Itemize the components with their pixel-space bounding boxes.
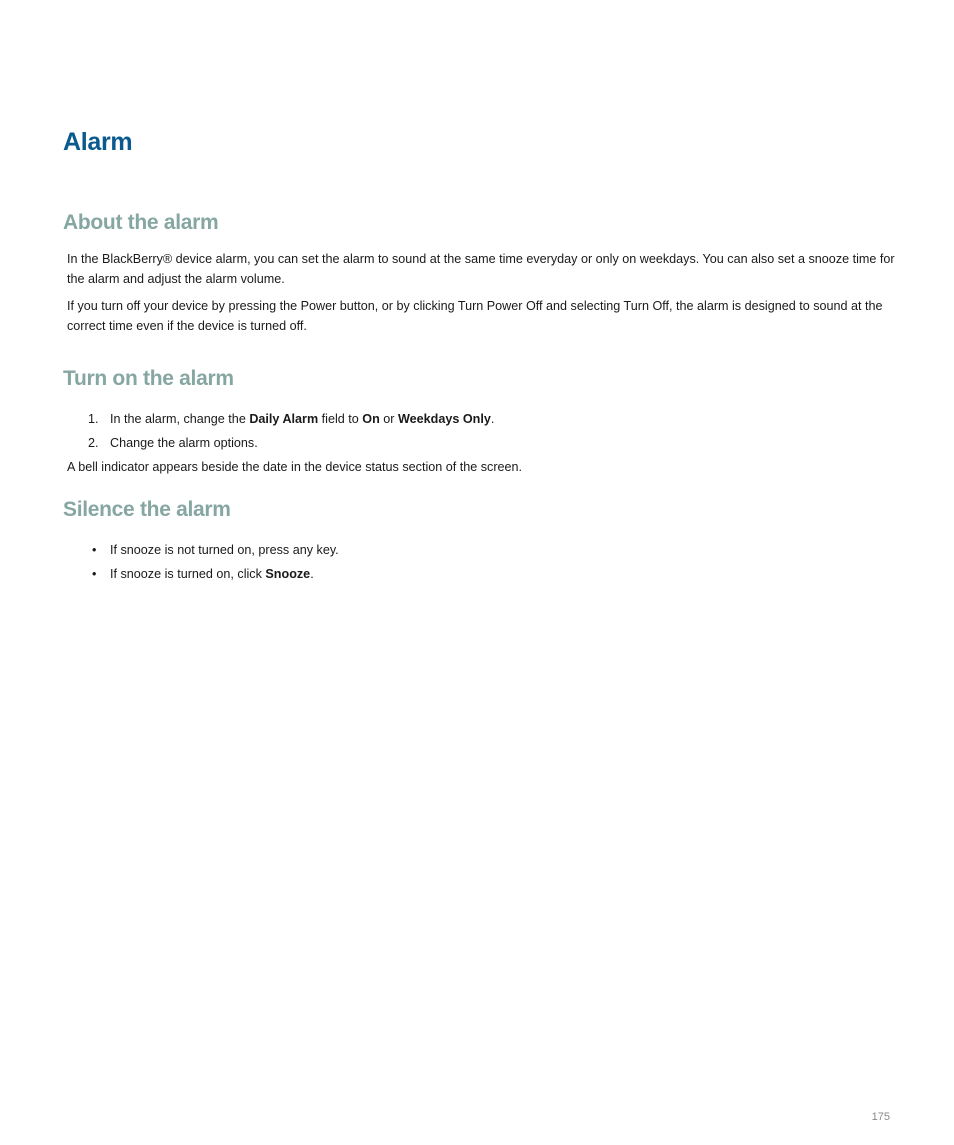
- section-heading-turn-on: Turn on the alarm: [63, 367, 234, 390]
- bullet-item: [67, 541, 897, 561]
- about-paragraph-1: In the BlackBerry® device alarm, you can set the alarm to sound at the same time everyday or only on weekdays. You can also set a snooze time for the alarm and adjust the alarm volume.: [67, 252, 895, 286]
- step-text: field to: [318, 412, 363, 426]
- option-on: On: [362, 412, 380, 426]
- field-name-daily-alarm: Daily Alarm: [249, 412, 319, 426]
- bullet-item: [67, 565, 897, 585]
- bullet-text: If snooze is not turned on, press any key.: [110, 543, 339, 557]
- step-text: In the alarm, change the: [110, 412, 250, 426]
- action-snooze: Snooze: [265, 567, 311, 581]
- bullet-text: .: [310, 567, 314, 581]
- turn-on-steps: [67, 410, 897, 458]
- step-text: .: [490, 412, 495, 426]
- section-heading-about: About the alarm: [63, 211, 219, 234]
- page-title: Alarm: [63, 128, 133, 156]
- bullet-marker: •: [92, 543, 97, 557]
- step-number: 2.: [88, 436, 99, 450]
- about-paragraph-2: If you turn off your device by pressing the Power button, or by clicking Turn Power Off and selecting Turn Off, the alarm is designed to sound at the correct time even if the device is turned off.: [67, 299, 883, 333]
- step-item: [67, 410, 897, 430]
- silence-bullets: [67, 541, 897, 589]
- turn-on-result: A bell indicator appears beside the date in the device status section of the screen.: [67, 460, 523, 474]
- page-number: 175: [871, 1111, 890, 1123]
- section-heading-silence: Silence the alarm: [63, 498, 231, 521]
- step-text: Change the alarm options.: [110, 436, 258, 450]
- option-weekdays-only: Weekdays Only: [397, 412, 491, 426]
- bullet-marker: •: [92, 567, 97, 581]
- step-text: or: [379, 412, 398, 426]
- step-number: 1.: [88, 412, 99, 426]
- bullet-text: If snooze is turned on, click: [110, 567, 266, 581]
- step-item: [67, 434, 897, 454]
